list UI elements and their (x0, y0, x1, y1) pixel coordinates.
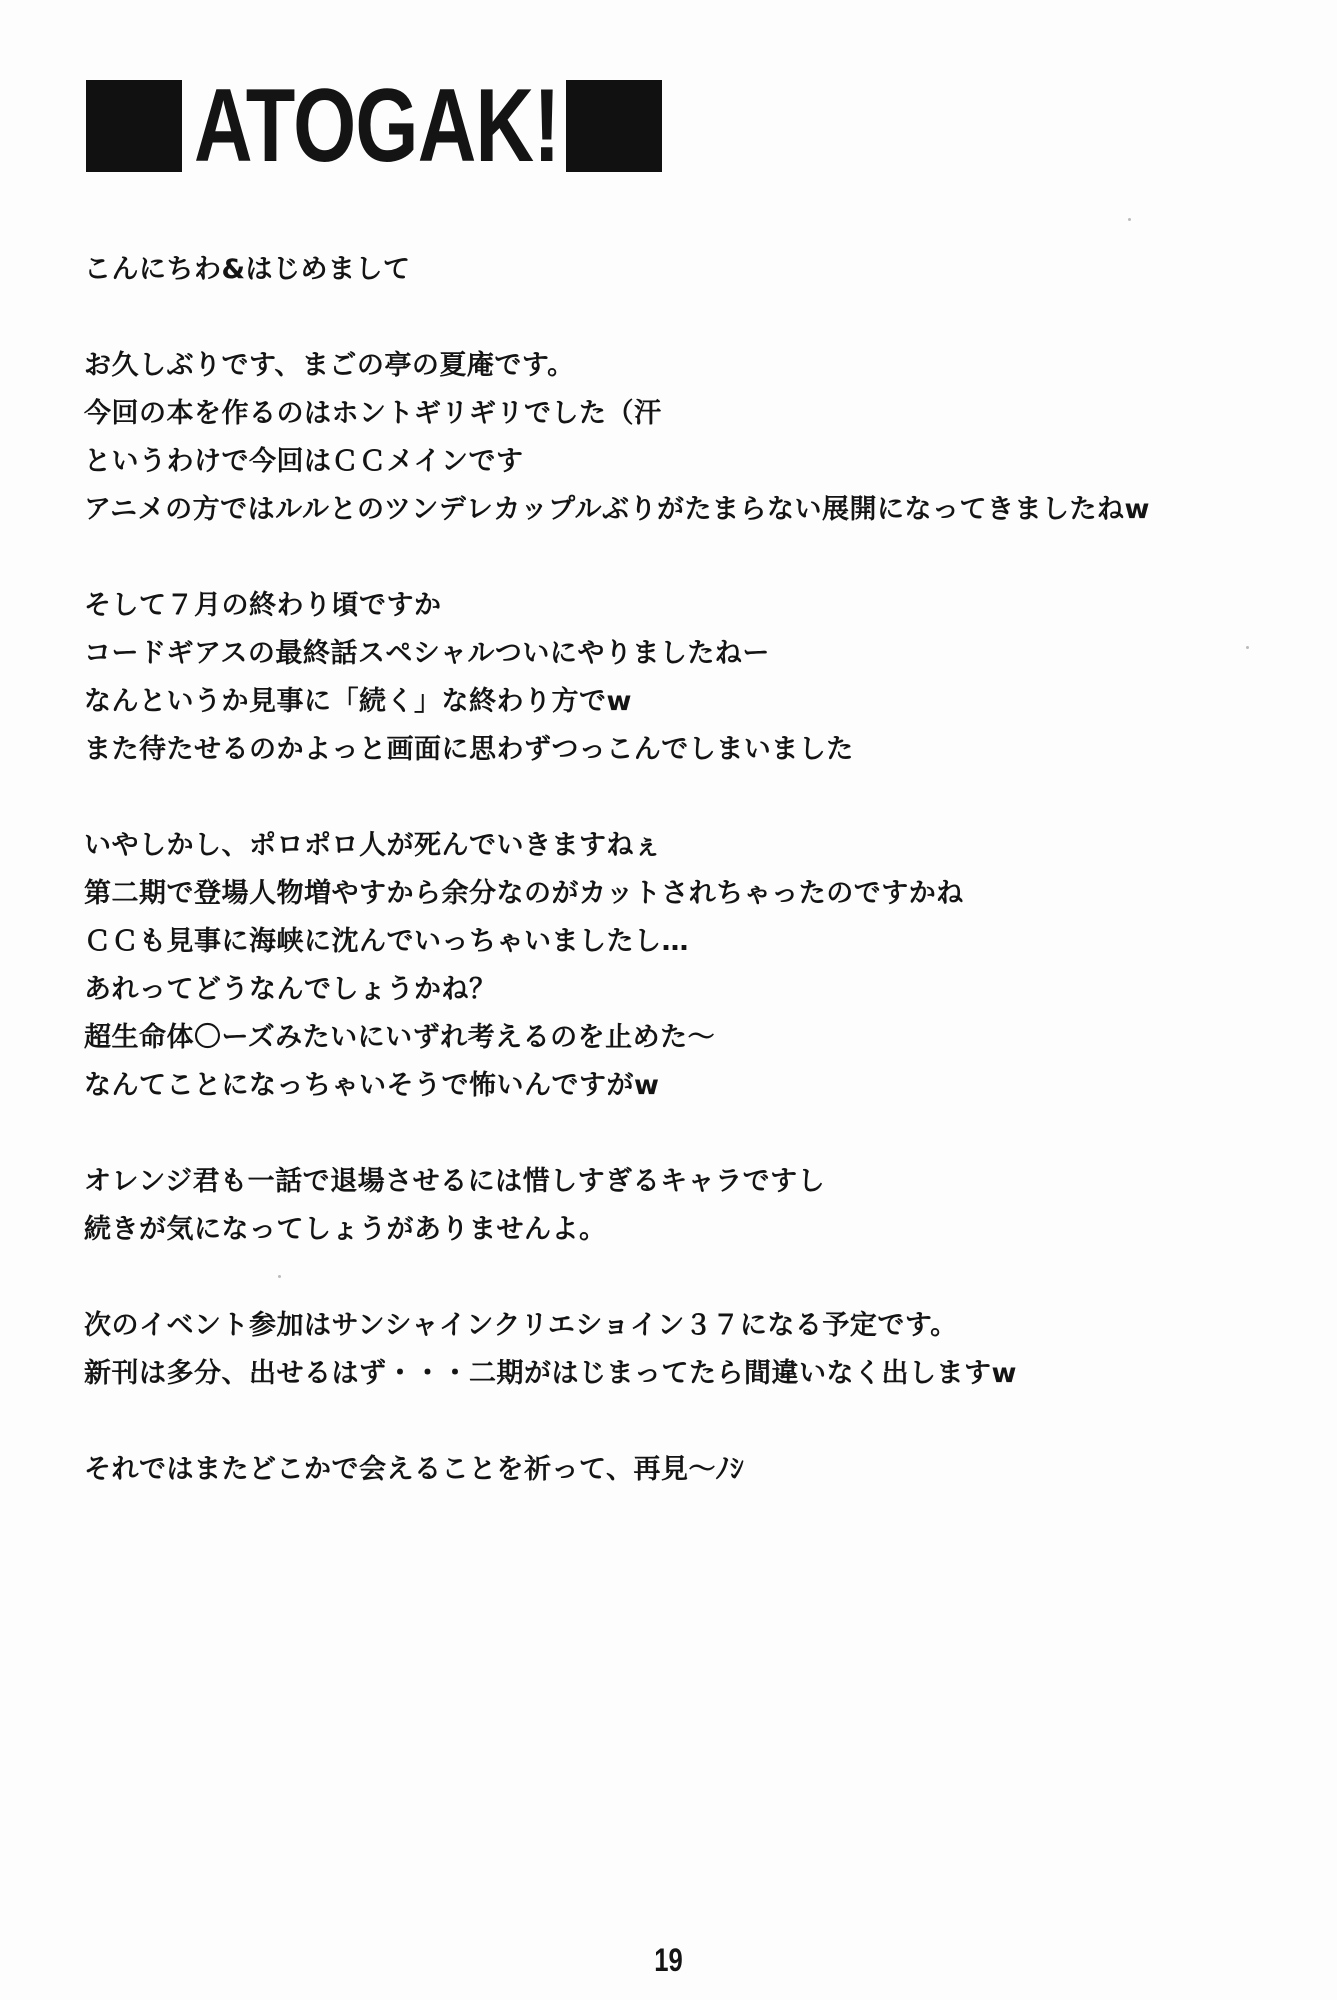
text-line: 続きが気になってしょうがありませんよ。 (84, 1214, 607, 1245)
text-line: 今回の本を作るのはホントギリギリでした（汗 (84, 398, 662, 429)
scan-speck (1128, 218, 1131, 221)
text-line: オレンジ君も一話で退場させるには惜しすぎるキャラですし (84, 1166, 826, 1197)
text-line: いやしかし、ポロポロ人が死んでいきますねぇ (84, 830, 662, 861)
text-line: なんてことになっちゃいそうで怖いんですがw (84, 1070, 660, 1101)
heading-right-block (566, 80, 662, 172)
text-line: 次のイベント参加はサンシャインクリエショイン３７になる予定です。 (84, 1310, 958, 1341)
afterword-body (84, 246, 1264, 1494)
text-line: 第二期で登場人物増やすから余分なのがカットされちゃったのですかね (84, 878, 964, 909)
text-line: ＣＣも見事に海峡に沈んでいっちゃいましたし… (84, 926, 689, 957)
text-line: アニメの方ではルルとのツンデレカップルぶりがたまらない展開になってきましたねw (84, 494, 1150, 525)
scan-speck (1246, 646, 1249, 649)
text-line: あれってどうなんでしょうかね？ (84, 974, 497, 1005)
text-line: 超生命体〇ーズみたいにいずれ考えるのを止めた～ (84, 1022, 716, 1053)
text-line: というわけで今回はＣＣメインです (84, 446, 524, 477)
page-number: 19 (654, 1942, 683, 1978)
afterword-heading (86, 68, 662, 184)
scan-speck (278, 1275, 281, 1278)
text-line: 新刊は多分、出せるはず・・・二期がはじまってたら間違いなく出しますw (84, 1358, 1017, 1389)
text-line: お久しぶりです、まごの亭の夏庵です。 (84, 350, 575, 381)
text-line: また待たせるのかよっと画面に思わずつっこんでしまいました (84, 734, 854, 765)
heading-left-block (86, 80, 182, 172)
text-line: こんにちわ&はじめまして (84, 254, 411, 285)
text-line: そして７月の終わり頃ですか (84, 590, 442, 621)
heading-title: ATOGAK! (194, 68, 560, 184)
text-line: それではまたどこかで会えることを祈って、再見～ﾉｼ (84, 1454, 744, 1485)
text-line: なんというか見事に「続く」な終わり方でw (84, 686, 632, 717)
text-line: コードギアスの最終話スペシャルついにやりましたねー (84, 638, 770, 669)
